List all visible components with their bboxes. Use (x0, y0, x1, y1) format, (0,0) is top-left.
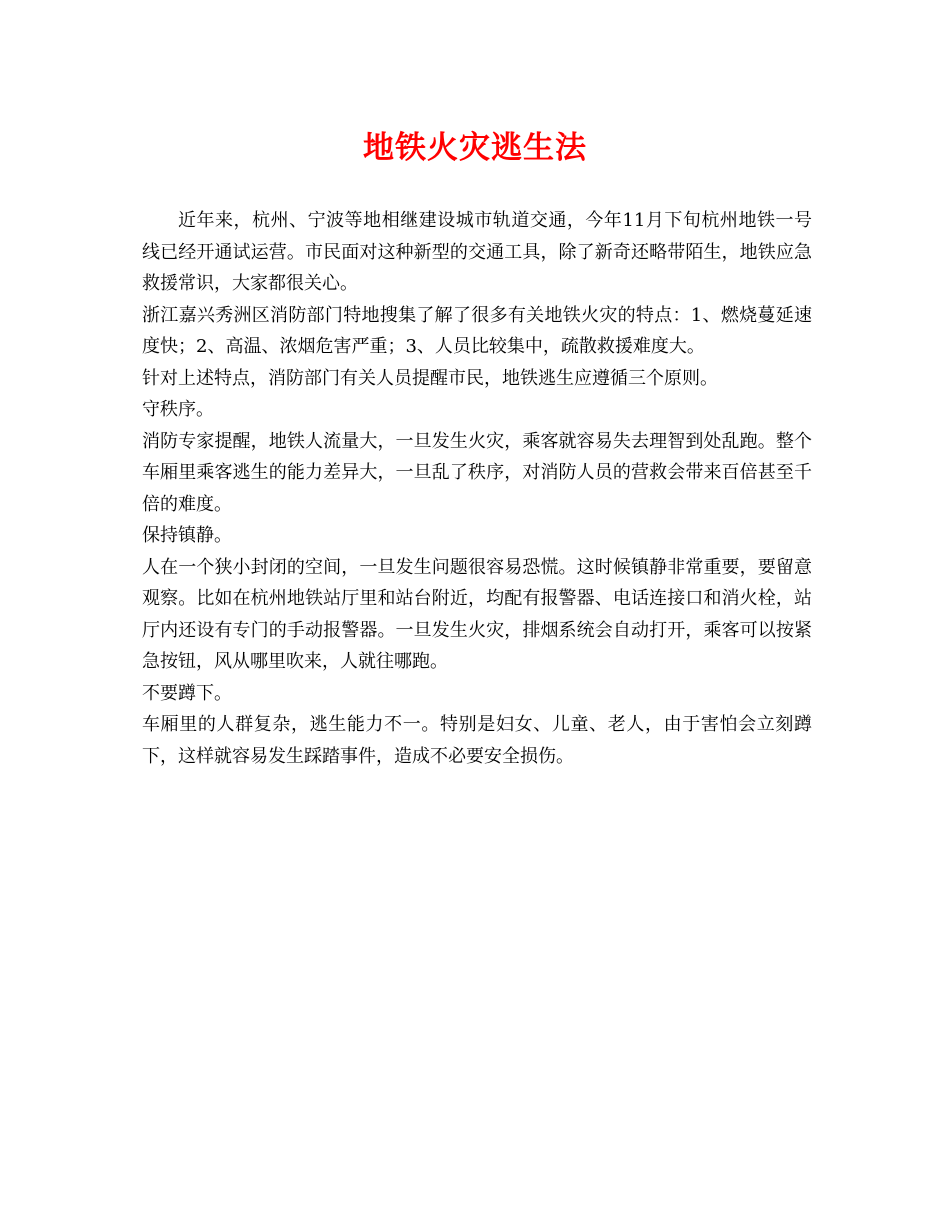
paragraph-intro: 近年来，杭州、宁波等地相继建设城市轨道交通，今年11月下旬杭州地铁一号线已经开通试运营。市民面对这种新型的交通工具，除了新奇还略带陌生，地铁应急救援常识，大家都很关心。 (142, 210, 812, 294)
paragraph-dont-crouch: 车厢里的人群复杂，逃生能力不一。特别是妇女、儿童、老人，由于害怕会立刻蹲下，这样就容易发生踩踏事件，造成不必要安全损伤。 (142, 714, 812, 767)
heading-stay-calm: 保持镇静。 (142, 525, 232, 546)
heading-keep-order: 守秩序。 (142, 399, 214, 420)
document-body (142, 205, 812, 772)
paragraph-stay-calm: 人在一个狭小封闭的空间，一旦发生问题很容易恐慌。这时候镇静非常重要，要留意观察。比如在杭州地铁站厅里和站台附近，均配有报警器、电话连接口和消火栓，站厅内还设有专门的手动报警器。一旦发生火灾，排烟系统会自动打开，乘客可以按紧急按钮，风从哪里吹来，人就往哪跑。 (142, 556, 812, 672)
paragraph-keep-order: 消防专家提醒，地铁人流量大，一旦发生火灾，乘客就容易失去理智到处乱跑。整个车厢里乘客逃生的能力差异大，一旦乱了秩序，对消防人员的营救会带来百倍甚至千倍的难度。 (142, 430, 812, 515)
paragraph-principles: 针对上述特点，消防部门有关人员提醒市民，地铁逃生应遵循三个原则。 (142, 367, 718, 389)
heading-dont-crouch: 不要蹲下。 (142, 682, 232, 704)
paragraph-fire-characteristics: 浙江嘉兴秀洲区消防部门特地搜集了解了很多有关地铁火灾的特点：1、燃烧蔓延速度快；2、高温、浓烟危害严重；3、人员比较集中，疏散救援难度大。 (142, 304, 812, 357)
document-title: 地铁火灾逃生法 (363, 130, 587, 166)
